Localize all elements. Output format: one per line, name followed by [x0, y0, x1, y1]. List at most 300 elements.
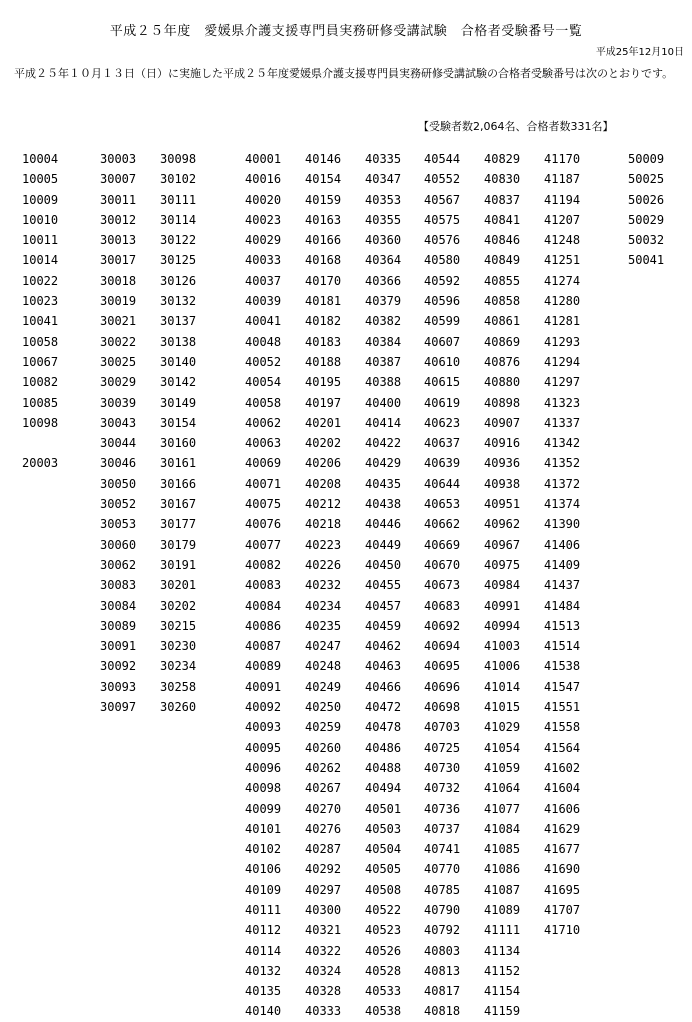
exam-number: 41064: [484, 781, 521, 796]
exam-number: 40544: [424, 152, 461, 166]
exam-number: 30092: [100, 659, 137, 674]
exam-number: 40300: [305, 902, 342, 917]
exam-number: 40849: [484, 253, 521, 268]
exam-number: 41251: [544, 253, 581, 268]
exam-number: 30149: [160, 395, 197, 410]
exam-number: 40226: [305, 557, 342, 572]
exam-number: 40093: [245, 720, 282, 735]
exam-number: 40384: [365, 334, 402, 349]
exam-number: 30142: [160, 375, 197, 390]
exam-number: 30132: [160, 294, 197, 309]
exam-number: 40170: [305, 273, 342, 288]
exam-number: 40212: [305, 497, 342, 512]
exam-number: 40841: [484, 212, 521, 227]
exam-number: 10004: [22, 152, 59, 166]
exam-number: 40400: [365, 395, 402, 410]
exam-number: 40154: [305, 172, 342, 187]
exam-number: 40366: [365, 273, 402, 288]
exam-number: 40619: [424, 395, 461, 410]
exam-number: 41690: [544, 862, 581, 877]
exam-number: 40335: [365, 152, 402, 166]
exam-number: 40029: [245, 233, 282, 248]
exam-number: 50041: [628, 253, 665, 268]
exam-number: 41602: [544, 760, 581, 775]
exam-number: 40683: [424, 598, 461, 613]
exam-number: 40736: [424, 801, 461, 816]
exam-number: 10085: [22, 395, 59, 410]
exam-number: 40183: [305, 334, 342, 349]
exam-number: 30022: [100, 334, 137, 349]
exam-number: 30025: [100, 354, 137, 369]
exam-number: 41152: [484, 963, 521, 978]
number-column-6: [365, 149, 401, 1022]
exam-number: 40463: [365, 659, 402, 674]
exam-number: 40321: [305, 923, 342, 938]
exam-number: 40472: [365, 700, 402, 715]
exam-number: 40486: [365, 740, 402, 755]
exam-number: 41084: [484, 821, 521, 836]
exam-number: 30062: [100, 557, 137, 572]
exam-number: 30230: [160, 639, 197, 654]
exam-number: 10023: [22, 294, 59, 309]
exam-number: 40234: [305, 598, 342, 613]
exam-number: 40135: [245, 984, 282, 999]
exam-number: 41297: [544, 375, 581, 390]
exam-number: 40501: [365, 801, 402, 816]
exam-number: 50025: [628, 172, 665, 187]
exam-number: 40071: [245, 476, 282, 491]
exam-number: 40223: [305, 537, 342, 552]
exam-number: 40967: [484, 537, 521, 552]
exam-number: 40086: [245, 618, 282, 633]
exam-number: 40803: [424, 943, 461, 958]
exam-number: 40737: [424, 821, 461, 836]
exam-number: 40089: [245, 659, 282, 674]
exam-number: [22, 433, 58, 453]
exam-number: 40001: [245, 152, 282, 166]
page-title: 平成２５年度 愛媛県介護支援専門員実務研修受講試験 合格者受験番号一覧: [109, 24, 583, 39]
exam-number: 40429: [365, 456, 402, 471]
exam-number: 40276: [305, 821, 342, 836]
exam-number: 40414: [365, 415, 402, 430]
exam-number: 40580: [424, 253, 461, 268]
exam-number: 40083: [245, 578, 282, 593]
exam-number: 40438: [365, 497, 402, 512]
exam-number: 40962: [484, 517, 521, 532]
exam-number: 40112: [245, 923, 282, 938]
exam-number: 40446: [365, 517, 402, 532]
exam-number: 40869: [484, 334, 521, 349]
exam-number: 40457: [365, 598, 402, 613]
exam-number: 40355: [365, 212, 402, 227]
exam-number: 30043: [100, 415, 137, 430]
exam-number: 40792: [424, 923, 461, 938]
exam-number: 40235: [305, 618, 342, 633]
exam-number: 40696: [424, 679, 461, 694]
exam-number: 40087: [245, 639, 282, 654]
exam-number: 40494: [365, 781, 402, 796]
exam-number: 40855: [484, 273, 521, 288]
number-column-1: [22, 149, 58, 474]
exam-number: 40435: [365, 476, 402, 491]
exam-number: 40508: [365, 882, 402, 897]
exam-number: 40248: [305, 659, 342, 674]
exam-number: 41111: [484, 923, 521, 938]
exam-number: 41134: [484, 943, 521, 958]
exam-number: 41484: [544, 598, 581, 613]
exam-number: 40324: [305, 963, 342, 978]
exam-number: 10058: [22, 334, 59, 349]
exam-number: 10067: [22, 354, 59, 369]
exam-number: 40533: [365, 984, 402, 999]
exam-number: 40020: [245, 192, 282, 207]
exam-number: 40830: [484, 172, 521, 187]
exam-number: 40698: [424, 700, 461, 715]
exam-number: 40102: [245, 842, 282, 857]
exam-number: 40695: [424, 659, 461, 674]
exam-number: 40098: [245, 781, 282, 796]
exam-number: 40182: [305, 314, 342, 329]
exam-number: 41274: [544, 273, 581, 288]
exam-number: 40817: [424, 984, 461, 999]
exam-number: 40829: [484, 152, 521, 166]
exam-number: 41406: [544, 537, 581, 552]
exam-number: 40063: [245, 436, 282, 451]
exam-number: 40984: [484, 578, 521, 593]
exam-number: 30258: [160, 679, 197, 694]
exam-number: 10005: [22, 172, 59, 187]
exam-number: 40297: [305, 882, 342, 897]
exam-number: 30137: [160, 314, 197, 329]
exam-number: 40260: [305, 740, 342, 755]
exam-number: 41352: [544, 456, 581, 471]
exam-number: 30098: [160, 152, 197, 166]
exam-number: 30140: [160, 354, 197, 369]
exam-number: 30125: [160, 253, 197, 268]
exam-number: 41551: [544, 700, 581, 715]
exam-number: 40387: [365, 354, 402, 369]
exam-number: 40016: [245, 172, 282, 187]
exam-number: 40837: [484, 192, 521, 207]
exam-number: 40703: [424, 720, 461, 735]
exam-number: 40790: [424, 902, 461, 917]
exam-number: 30201: [160, 578, 197, 593]
exam-number: 40846: [484, 233, 521, 248]
exam-number: 40054: [245, 375, 282, 390]
exam-number: 40181: [305, 294, 342, 309]
number-column-2: [100, 149, 136, 717]
exam-number: 50026: [628, 192, 665, 207]
exam-number: 10082: [22, 375, 59, 390]
exam-number: 41342: [544, 436, 581, 451]
exam-number: 40197: [305, 395, 342, 410]
exam-number: 41087: [484, 882, 521, 897]
exam-number: 30160: [160, 436, 197, 451]
exam-number: 40166: [305, 233, 342, 248]
exam-number: 40062: [245, 415, 282, 430]
exam-number: 30053: [100, 517, 137, 532]
exam-number: 41323: [544, 395, 581, 410]
exam-number: 30007: [100, 172, 137, 187]
exam-number: 50009: [628, 152, 665, 166]
exam-number: 40907: [484, 415, 521, 430]
exam-number: 10014: [22, 253, 59, 268]
exam-number: 40039: [245, 294, 282, 309]
exam-number: 41547: [544, 679, 581, 694]
exam-number: 41695: [544, 882, 581, 897]
exam-number: 30019: [100, 294, 137, 309]
exam-number: 40615: [424, 375, 461, 390]
exam-number: 40218: [305, 517, 342, 532]
exam-number: 40208: [305, 476, 342, 491]
exam-number: 41159: [484, 1004, 521, 1019]
exam-number: 10009: [22, 192, 59, 207]
exam-number: 40388: [365, 375, 402, 390]
exam-number: 40991: [484, 598, 521, 613]
exam-number: 40232: [305, 578, 342, 593]
exam-number: 41710: [544, 923, 581, 938]
exam-number: 41390: [544, 517, 581, 532]
exam-number: 40270: [305, 801, 342, 816]
exam-number: 40504: [365, 842, 402, 857]
exam-number: 41409: [544, 557, 581, 572]
exam-number: 30166: [160, 476, 197, 491]
exam-number: 40347: [365, 172, 402, 187]
exam-number: 30050: [100, 476, 137, 491]
exam-number: 40249: [305, 679, 342, 694]
number-column-4: [245, 149, 281, 1022]
exam-number: 40785: [424, 882, 461, 897]
exam-number: 41207: [544, 212, 581, 227]
exam-number: 40076: [245, 517, 282, 532]
exam-number: 40267: [305, 781, 342, 796]
exam-number: 40880: [484, 375, 521, 390]
exam-number: 41029: [484, 720, 521, 735]
exam-number: 41187: [544, 172, 581, 187]
exam-number: 40653: [424, 497, 461, 512]
exam-number: 41337: [544, 415, 581, 430]
exam-number: 41558: [544, 720, 581, 735]
exam-number: 40732: [424, 781, 461, 796]
exam-number: 30154: [160, 415, 197, 430]
exam-number: 30093: [100, 679, 137, 694]
exam-number: 40250: [305, 700, 342, 715]
exam-number: 30202: [160, 598, 197, 613]
exam-number: 40741: [424, 842, 461, 857]
exam-number: 40637: [424, 436, 461, 451]
exam-number: 10010: [22, 212, 59, 227]
exam-number: 40466: [365, 679, 402, 694]
exam-number: 40132: [245, 963, 282, 978]
exam-number: 30097: [100, 700, 137, 715]
exam-number: 40328: [305, 984, 342, 999]
exam-number: 41538: [544, 659, 581, 674]
exam-number: 40101: [245, 821, 282, 836]
exam-number: 41629: [544, 821, 581, 836]
number-column-10: [628, 149, 664, 271]
exam-number: 40876: [484, 354, 521, 369]
exam-number: 40048: [245, 334, 282, 349]
exam-number: 40575: [424, 212, 461, 227]
exam-number: 40450: [365, 557, 402, 572]
exam-number: 40033: [245, 253, 282, 268]
exam-number: 41194: [544, 192, 581, 207]
exam-number: 30179: [160, 537, 197, 552]
exam-number: 40673: [424, 578, 461, 593]
exam-number: 41006: [484, 659, 521, 674]
exam-number: 40813: [424, 963, 461, 978]
exam-number: 30167: [160, 497, 197, 512]
exam-number: 41085: [484, 842, 521, 857]
intro-text: 平成２５年１０月１３日（日）に実施した平成２５年度愛媛県介護支援専門員実務研修受講試験の合格者受験番号は次のとおりです。: [14, 67, 674, 80]
exam-number: 40023: [245, 212, 282, 227]
exam-number: 10098: [22, 415, 59, 430]
exam-number: 40488: [365, 760, 402, 775]
exam-number: 41514: [544, 639, 581, 654]
exam-number: 10041: [22, 314, 59, 329]
exam-number: 30013: [100, 233, 137, 248]
exam-number: 40114: [245, 943, 282, 958]
exam-number: 40449: [365, 537, 402, 552]
exam-number: 40360: [365, 233, 402, 248]
exam-number: 10022: [22, 273, 59, 288]
exam-number: 20003: [22, 456, 59, 471]
exam-number: 40725: [424, 740, 461, 755]
exam-number: 40478: [365, 720, 402, 735]
exam-number: 30191: [160, 557, 197, 572]
exam-number: 40916: [484, 436, 521, 451]
exam-number: 40292: [305, 862, 342, 877]
exam-number: 40422: [365, 436, 402, 451]
exam-stats: 【受験者数2,064名、合格者数331名】: [418, 120, 614, 133]
exam-number: 40077: [245, 537, 282, 552]
exam-number: 40599: [424, 314, 461, 329]
exam-number: 41015: [484, 700, 521, 715]
exam-number: 40041: [245, 314, 282, 329]
number-column-5: [305, 149, 341, 1022]
exam-number: 41707: [544, 902, 581, 917]
exam-number: 30126: [160, 273, 197, 288]
exam-number: 30052: [100, 497, 137, 512]
exam-number: 41294: [544, 354, 581, 369]
exam-number: 50029: [628, 212, 665, 227]
exam-number: 40818: [424, 1004, 461, 1019]
exam-number: 40567: [424, 192, 461, 207]
number-column-7: [424, 149, 460, 1022]
exam-number: 40528: [365, 963, 402, 978]
exam-number: 41437: [544, 578, 581, 593]
exam-number: 30122: [160, 233, 197, 248]
exam-number: 41014: [484, 679, 521, 694]
exam-number: 40523: [365, 923, 402, 938]
exam-number: 40898: [484, 395, 521, 410]
publish-date: 平成25年12月10日: [595, 47, 684, 58]
exam-number: 41086: [484, 862, 521, 877]
exam-number: 41564: [544, 740, 581, 755]
exam-number: 41248: [544, 233, 581, 248]
exam-number: 40084: [245, 598, 282, 613]
exam-number: 40526: [365, 943, 402, 958]
exam-number: 40201: [305, 415, 342, 430]
exam-number: 41677: [544, 842, 581, 857]
exam-number: 40195: [305, 375, 342, 390]
exam-number: 40111: [245, 902, 282, 917]
exam-number: 40938: [484, 476, 521, 491]
exam-number: 30046: [100, 456, 137, 471]
exam-number: 40538: [365, 1004, 402, 1019]
exam-number: 40462: [365, 639, 402, 654]
exam-number: 40163: [305, 212, 342, 227]
exam-number: 41170: [544, 152, 581, 166]
exam-number: 40096: [245, 760, 282, 775]
exam-number: 30012: [100, 212, 137, 227]
exam-number: 41059: [484, 760, 521, 775]
exam-number: 40247: [305, 639, 342, 654]
exam-number: 40379: [365, 294, 402, 309]
exam-number: 40505: [365, 862, 402, 877]
exam-number: 41604: [544, 781, 581, 796]
exam-number: 40623: [424, 415, 461, 430]
exam-number: 40091: [245, 679, 282, 694]
exam-number: 40770: [424, 862, 461, 877]
exam-number: 30089: [100, 618, 137, 633]
exam-number: 40159: [305, 192, 342, 207]
exam-number: 40455: [365, 578, 402, 593]
exam-number: 40075: [245, 497, 282, 512]
exam-number: 40382: [365, 314, 402, 329]
exam-number: 40140: [245, 1004, 282, 1019]
exam-number: 40146: [305, 152, 342, 166]
exam-number: 40576: [424, 233, 461, 248]
exam-number: 40951: [484, 497, 521, 512]
exam-number: 40109: [245, 882, 282, 897]
exam-number: 41374: [544, 497, 581, 512]
exam-number: 40262: [305, 760, 342, 775]
exam-number: 30215: [160, 618, 197, 633]
exam-number: 30011: [100, 192, 137, 207]
exam-number: 40069: [245, 456, 282, 471]
exam-number: 30234: [160, 659, 197, 674]
exam-number: 40607: [424, 334, 461, 349]
exam-number: 30003: [100, 152, 137, 166]
exam-number: 30091: [100, 639, 137, 654]
number-column-3: [160, 149, 196, 717]
exam-number: 40858: [484, 294, 521, 309]
exam-number: 40592: [424, 273, 461, 288]
exam-number: 40202: [305, 436, 342, 451]
exam-number: 40333: [305, 1004, 342, 1019]
exam-number: 30102: [160, 172, 197, 187]
exam-number: 50032: [628, 233, 665, 248]
exam-number: 40662: [424, 517, 461, 532]
exam-number: 40168: [305, 253, 342, 268]
exam-number: 40610: [424, 354, 461, 369]
exam-number: 30084: [100, 598, 137, 613]
exam-number: 40099: [245, 801, 282, 816]
exam-number: 40058: [245, 395, 282, 410]
exam-number: 40730: [424, 760, 461, 775]
exam-number: 41089: [484, 902, 521, 917]
exam-number: 41003: [484, 639, 521, 654]
exam-number: 40287: [305, 842, 342, 857]
exam-number: 30114: [160, 212, 197, 227]
exam-number: 30021: [100, 314, 137, 329]
exam-number: 30029: [100, 375, 137, 390]
exam-number: 30017: [100, 253, 137, 268]
exam-number: 41293: [544, 334, 581, 349]
exam-number: 40052: [245, 354, 282, 369]
exam-number: 40259: [305, 720, 342, 735]
